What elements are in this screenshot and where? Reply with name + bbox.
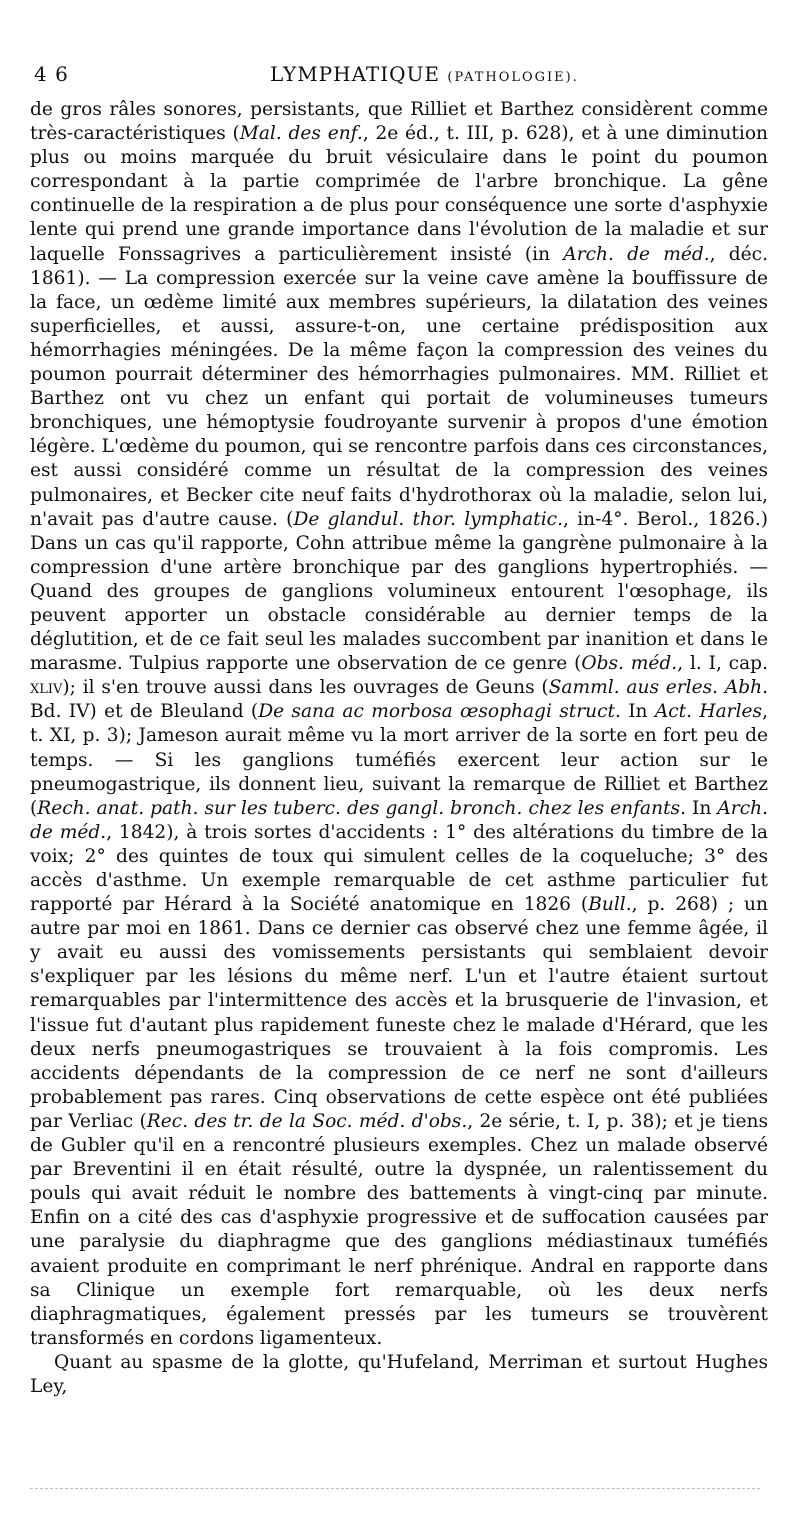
citation-text: Arch. de méd. [563, 243, 710, 265]
text-run: Bd. IV) et de Bleuland ( [30, 701, 259, 723]
running-title-section: (PATHOLOGIE). [447, 70, 579, 85]
text-run: , 1842), à trois sortes d'accidents : 1° des altérations du timbre de la voix; 2° des quintes de toux qui simulent celles de la coqueluche; 3° des accès d'asthme. Un exemple remarquable de cet asthme particulier fut rapporté par Hérard à la Société anatomique en 1826 ( [30, 821, 768, 916]
text-run: , p. 268) ; un autre par moi en 1861. Dans ce dernier cas observé chez une femme âgée, il y avait eu aussi des vomissements persistants qui semblaient devoir s'expliquer par les lésions du même nerf. L'un et l'autre étaient surtout remarquables par l'intermittence des accès et la brusquerie de l'invasion, et l'issue fut d'autant plus rapidement funeste chez le malade d'Hérard, que les deux nerfs pneumogastriques se trouvaient à la fois compromis. Les accidents dépendants de la compression de ce nerf ne sont d'ailleurs probablement pas rares. Cinq observations de cette espèce ont été publiées par Verliac ( [30, 894, 768, 1132]
text-run: , 2e éd., t. III, p. 628), et à une diminution plus ou moins marquée du bruit vésiculaire dans le point du poumon correspondant à la partie comprimée de l'arbre bronchique. La gêne continuelle de la respiration a de plus pour conséquence une sorte d'asphyxie lente qui prend une grande importance dans l'évolution de la maladie et sur laquelle Fonssagrives a particulièrement insisté (in [30, 123, 769, 265]
citation-text: Arch. de méd. [30, 797, 768, 843]
citation-text: Obs. méd. [581, 653, 678, 675]
text-run: xliv [30, 677, 63, 699]
citation-text: Bull. [588, 894, 632, 916]
citation-text: Rec. des tr. de la Soc. méd. d'obs. [146, 1110, 468, 1132]
citation-text: Rech. anat. path. sur les tuberc. des gangl. bronch. chez les enfants. [37, 797, 687, 819]
running-header [30, 62, 760, 94]
running-title-main: LYMPHATIQUE [270, 62, 441, 86]
citation-text: Mal. des enf. [239, 123, 363, 145]
paragraph [30, 1351, 768, 1399]
text-run: In [686, 797, 718, 819]
page-number: 4 6 [34, 62, 69, 86]
citation-text: Samml. aus erles. Abh. [548, 677, 768, 699]
text-run: ); il s'en trouve aussi dans les ouvrages de Geuns ( [62, 677, 549, 699]
text-run: In [620, 701, 655, 723]
text-run: Quant au spasme de la glotte, qu'Hufeland, Merriman et surtout Hughes Ley, [30, 1351, 768, 1397]
running-title [270, 62, 579, 86]
citation-text: De sana ac morbosa œsophagi struct. [258, 701, 621, 723]
text-run: , t. XI, p. 3); Jameson aurait même vu la mort arriver de la sorte en fort peu de temps. — Si les ganglions tuméfiés exercent leur action sur le pneumogastrique, ils donnent lieu, suivant la remarque de Rilliet et Barthez ( [30, 701, 768, 819]
text-run: de gros râles sonores, persistants, que Rilliet et Barthez considèrent comme très-caractéristiques ( [30, 99, 768, 145]
text-run: , déc. 1861). — La compression exercée sur la veine cave amène la bouffissure de la face, un œdème limité aux membres supérieurs, la dilatation des veines superficielles, et aussi, assure-t-on, une certaine prédisposition aux hémorrhagies méningées. De la même façon la compression des veines du poumon pourrait déterminer des hémorrhagies pulmonaires. MM. Rilliet et Barthez ont vu chez un enfant qui portait de volumineuses tumeurs bronchiques, une hémoptysie foudroyante survenir à propos d'une émotion légère. L'œdème du poumon, qui se rencontre parfois dans ces circonstances, est aussi considéré comme un résultat de la compression des veines pulmonaires, et Becker cite neuf faits d'hydrothorax où la maladie, selon lui, n'avait pas d'autre cause. ( [30, 243, 768, 530]
text-run: , in-4°. Berol., 1826.) Dans un cas qu'il rapporte, Cohn attribue même la gangrène pulmonaire à la compression d'une artère bronchique par des ganglions hypertrophiés. — Quand des groupes de ganglions volumineux entourent l'œsophage, ils peuvent apporter un obstacle considérable au dernier temps de la déglutition, et de ce fait seul les malades succombent par inanition et dans le marasme. Tulpius rapporte une observation de ce genre ( [30, 508, 768, 675]
text-run: , 2e série, t. I, p. 38); et je tiens de Gubler qu'il en a rencontré plusieurs exemples. Chez un malade observé par Breventini il en était résulté, outre la dyspnée, un ralentissement du pouls qui avait réduit le nombre des battements à vingt-cinq par minute. Enfin on a cité des cas d'asphyxie progressive et de suffocation causées par une paralysie du diaphragme que des ganglions médiastinaux tuméfiés avaient produite en comprimant le nerf phrénique. Andral en rapporte dans sa Clinique un exemple fort remarquable, où les deux nerfs diaphragmatiques, également pressés par les tumeurs se trouvèrent transformés en cordons ligamenteux. [30, 1110, 768, 1349]
body-text [30, 98, 768, 1399]
page-bottom-rule [30, 1488, 760, 1490]
text-run: , l. I, cap. [677, 653, 768, 675]
citation-text: Act. Harles [654, 701, 763, 723]
paragraph [30, 98, 768, 1351]
citation-text: De glandul. thor. lymphatic. [293, 508, 564, 530]
